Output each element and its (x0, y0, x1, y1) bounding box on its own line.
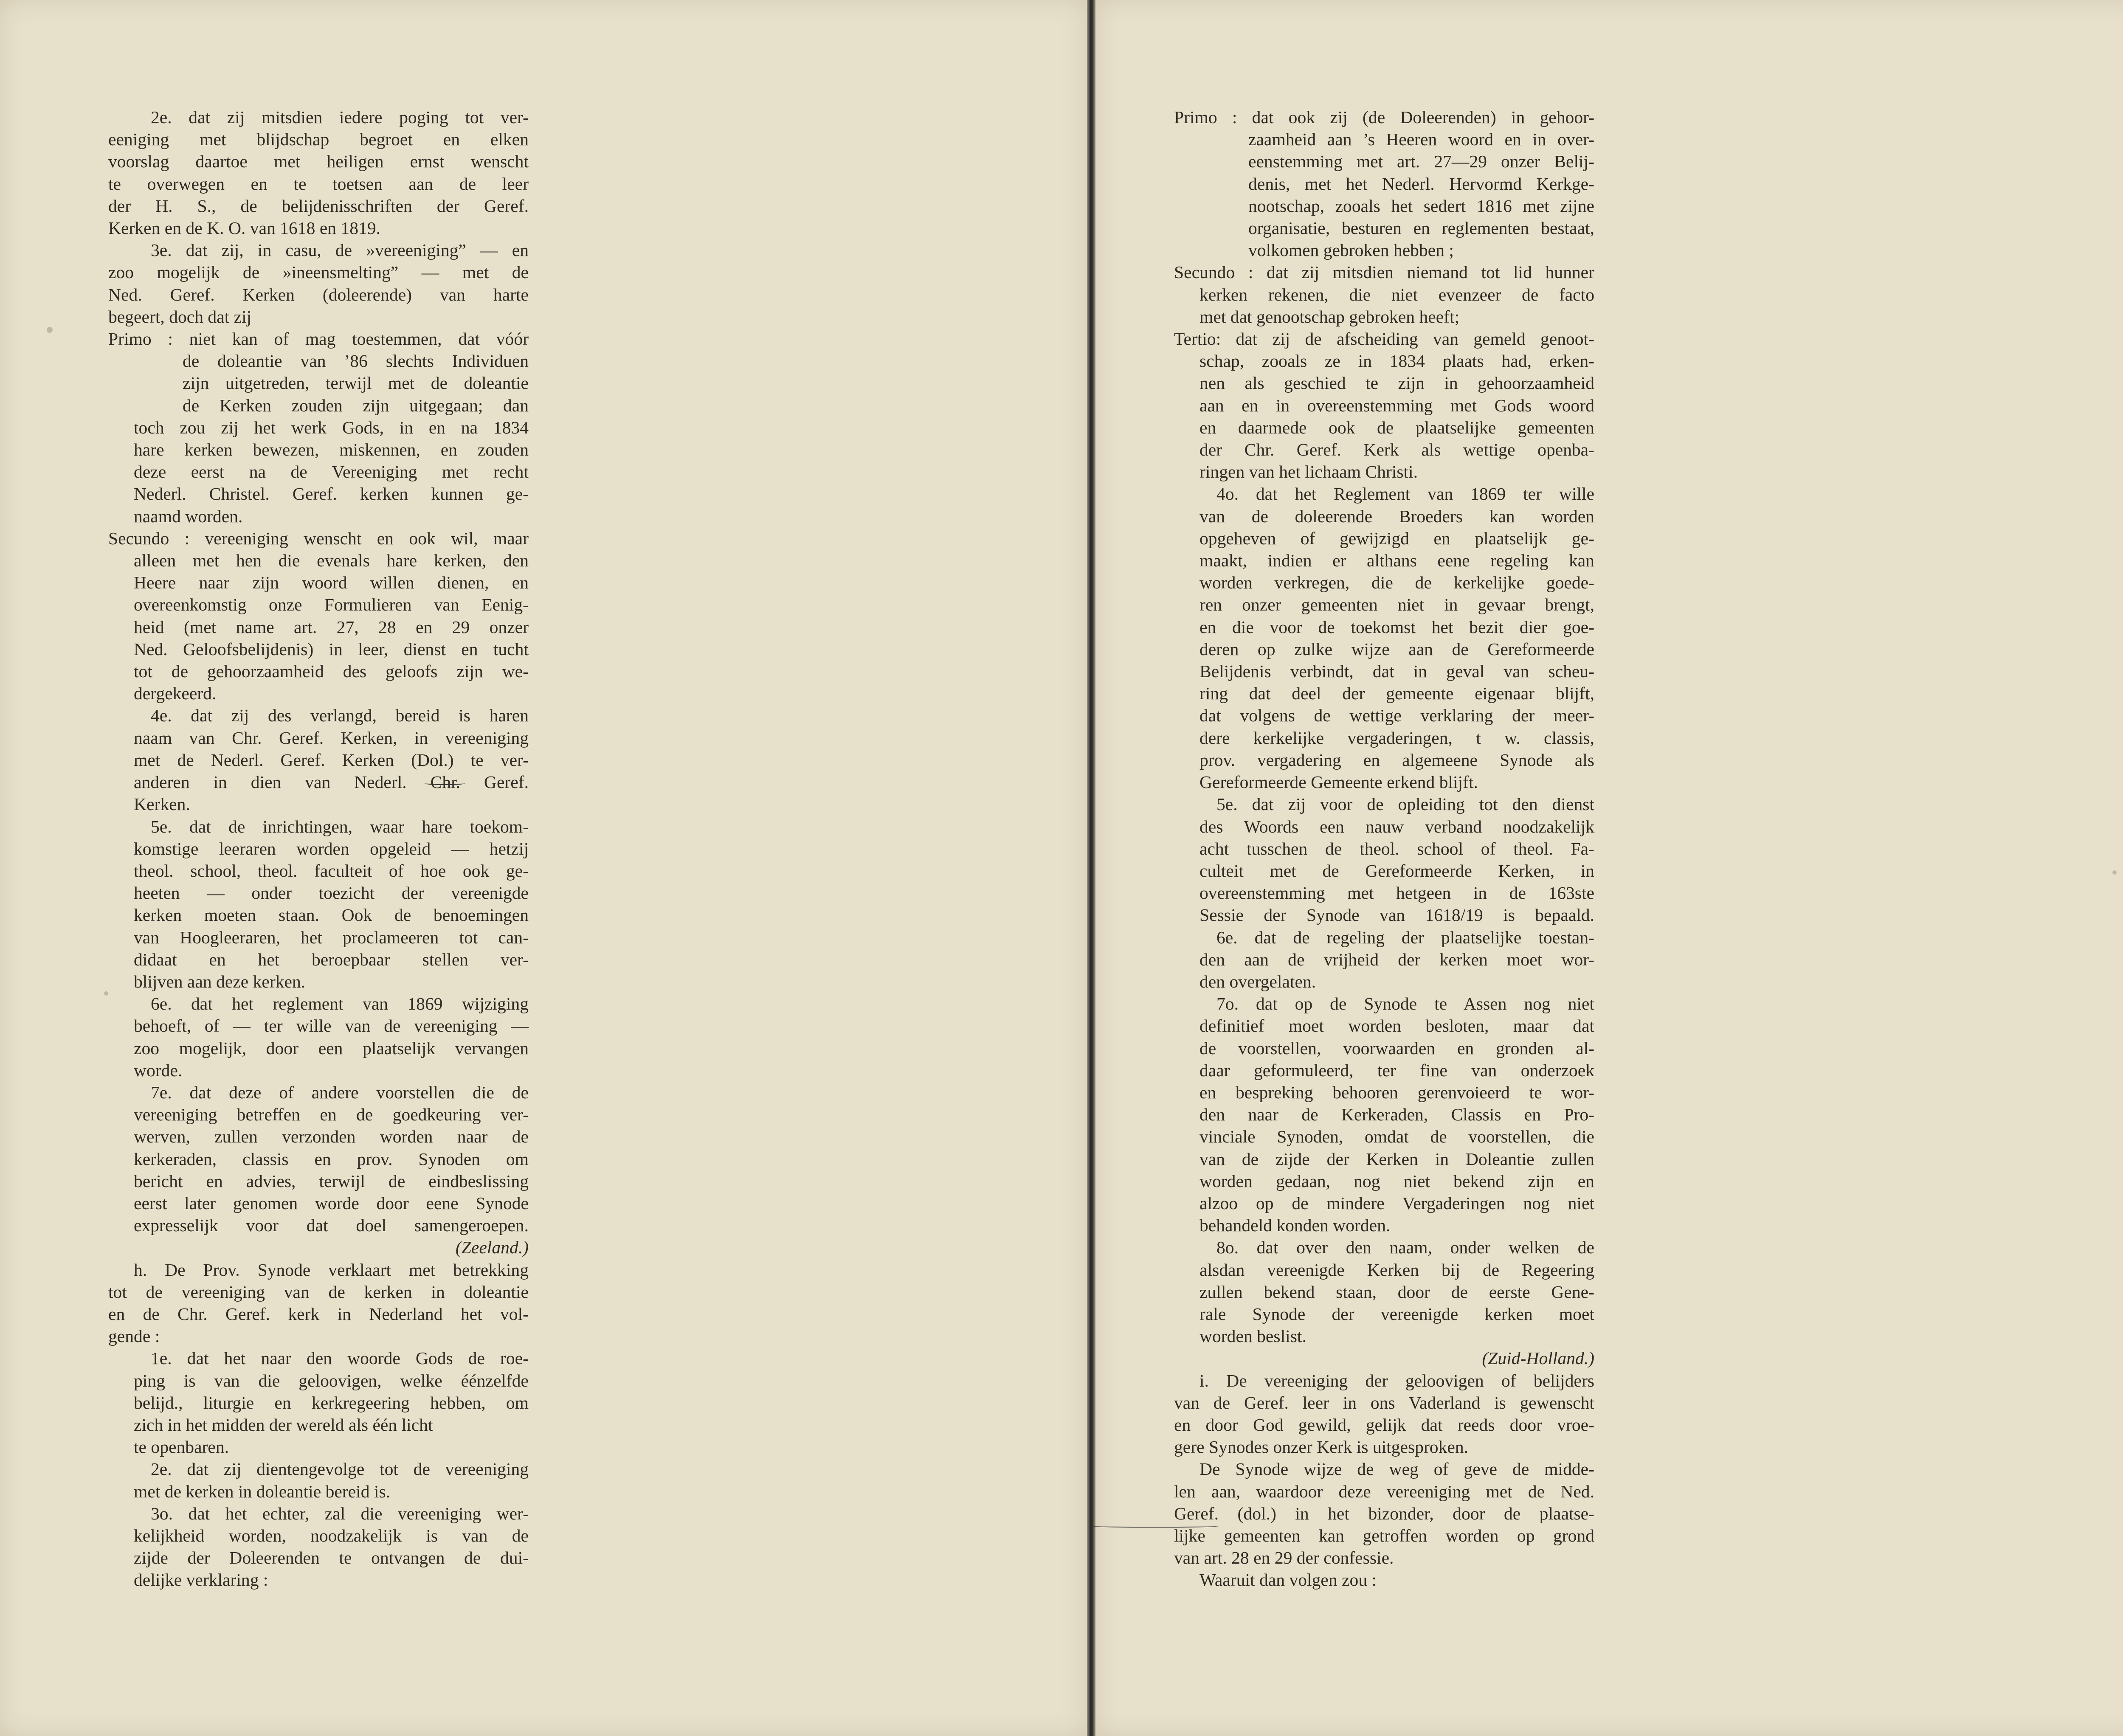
text-line: Heere naar zijn woord willen dienen, en (134, 573, 529, 593)
text-line: aan en in overeenstemming met Gods woord (1199, 395, 1594, 415)
text-line: kerkeraden, classis en prov. Synoden om (134, 1149, 529, 1169)
text-line: Sessie der Synode van 1618/19 is bepaald. (1199, 905, 1594, 925)
text-line: deren op zulke wijze aan de Gereformeerde (1199, 639, 1594, 659)
text-line: vereeniging betreffen en de goedkeuring ver- (134, 1105, 529, 1125)
text-line: worden beslist. (1199, 1326, 1306, 1346)
text-line: kelijkheid worden, noodzakelijk is van de (134, 1526, 529, 1545)
text-line: vinciale Synoden, omdat de voorstellen, die (1199, 1127, 1594, 1147)
text-line: culteit met de Gereformeerde Kerken, in (1199, 861, 1594, 881)
text-line: ren onzer gemeenten niet in gevaar brengt, (1199, 595, 1594, 615)
text-line: alleen met hen die evenals hare kerken, den (134, 551, 529, 571)
text-line: en daarmede ook de plaatselijke gemeenten (1199, 417, 1594, 437)
text-line: 2e. dat zij dientengevolge tot de vereeniging (151, 1459, 529, 1479)
text-line: eerst later genomen worde door eene Synode (134, 1193, 529, 1213)
text-line: Primo : niet kan of mag toestemmen, dat vóór (108, 329, 529, 349)
paper-speck (47, 327, 53, 333)
text-line: overeenstemming met hetgeen in de 163ste (1199, 883, 1594, 903)
text-line: tot de vereeniging van de kerken in doleantie (108, 1282, 529, 1302)
text-line: anderen in dien van Nederl. Chr. Geref. (134, 772, 529, 792)
text-line: heeten — onder toezicht der vereenigde (134, 883, 529, 903)
text-line: 2e. dat zij mitsdien iedere poging tot ver- (151, 107, 529, 127)
text-line: deze eerst na de Vereeniging met recht (134, 462, 529, 482)
text-line: 7e. dat deze of andere voorstellen die de (151, 1082, 529, 1102)
text-line: gende : (108, 1326, 160, 1346)
text-line: alzoo op de mindere Vergaderingen nog niet (1199, 1193, 1594, 1213)
text-line: ping is van die geloovigen, welke éénzelfde (134, 1370, 529, 1390)
text-line: nootschap, zooals het sedert 1816 met zijne (1248, 196, 1594, 216)
text-line: De Synode wijze de weg of geve de midde- (1199, 1459, 1594, 1479)
text-line: rale Synode der vereenigde kerken moet (1199, 1304, 1594, 1324)
text-line: i. De vereeniging der geloovigen of belijders (1199, 1370, 1594, 1390)
text-line: ring dat deel der gemeente eigenaar blijft, (1199, 684, 1594, 703)
text-line: len aan, waardoor deze vereeniging met de Ned. (1174, 1481, 1594, 1501)
text-line: 3e. dat zij, in casu, de »vereeniging” — en (151, 240, 529, 260)
text-line: en de Chr. Geref. kerk in Nederland het vol- (108, 1304, 529, 1324)
text-line: den overgelaten. (1199, 971, 1316, 991)
text-line: dere kerkelijke vergaderingen, t w. classis, (1199, 728, 1594, 748)
text-line: volkomen gebroken hebben ; (1248, 240, 1454, 260)
text-line: worden gedaan, nog niet bekend zijn en (1199, 1171, 1594, 1191)
text-line: Nederl. Christel. Geref. kerken kunnen ge- (134, 484, 529, 504)
text-line: Primo : dat ook zij (de Doleerenden) in gehoor- (1174, 107, 1594, 127)
text-line: 5e. dat de inrichtingen, waar hare toekom- (151, 816, 529, 836)
text-line: worden verkregen, die de kerkelijke goede- (1199, 573, 1594, 593)
text-line: overeenkomstig onze Formulieren van Eenig- (134, 595, 529, 615)
text-line: Kerken. (134, 794, 190, 814)
text-line: en bespreking behooren gerenvoieerd te wor- (1199, 1082, 1594, 1102)
text-line: de doleantie van ’86 slechts Individuen (183, 351, 529, 371)
text-line: daar geformuleerd, ter fine van onderzoek (1199, 1060, 1594, 1080)
text-line: zijde der Doleerenden te ontvangen de dui- (134, 1548, 529, 1568)
text-line: zich in het midden der wereld als één licht (134, 1415, 433, 1435)
text-line: voorslag daartoe met heiligen ernst wenscht (108, 152, 529, 172)
text-line: 8o. dat over den naam, onder welken de (1216, 1238, 1594, 1258)
text-line: met de kerken in doleantie bereid is. (134, 1481, 391, 1501)
text-line: theol. school, theol. faculteit of hoe ook ge- (134, 861, 529, 881)
text-line: 3o. dat het echter, zal die vereeniging wer- (151, 1503, 529, 1523)
text-line: dat volgens de wettige verklaring der meer- (1199, 706, 1594, 726)
paper-speck (104, 991, 108, 996)
text-line: den naar de Kerkeraden, Classis en Pro- (1199, 1105, 1594, 1125)
text-line: te overwegen en te toetsen aan de leer (108, 174, 529, 194)
text-line: kerken moeten staan. Ook de benoemingen (134, 905, 529, 925)
text-line: heid (met name art. 27, 28 en 29 onzer (134, 617, 529, 637)
text-line: 6e. dat het reglement van 1869 wijziging (151, 994, 529, 1014)
text-line: Tertio: dat zij de afscheiding van gemeld genoot- (1174, 329, 1594, 349)
text-line: komstige leeraren worden opgeleid — hetzij (134, 838, 529, 858)
text-line: Waaruit dan volgen zou : (1199, 1570, 1377, 1590)
text-line: lijke gemeenten kan getroffen worden op grond (1174, 1526, 1594, 1545)
text-line: acht tusschen de theol. school of theol. Fa- (1199, 838, 1594, 858)
text-line: tot de gehoorzaamheid des geloofs zijn we- (134, 661, 529, 681)
text-line: zoo mogelijk de »ineensmelting” — met de (108, 262, 529, 282)
text-line: dergekeerd. (134, 684, 217, 703)
text-line: de Kerken zouden zijn uitgegaan; dan (183, 395, 529, 415)
text-line: 4e. dat zij des verlangd, bereid is haren (151, 706, 529, 726)
text-line: 7o. dat op de Synode te Assen nog niet (1216, 994, 1594, 1014)
text-line: van de Geref. leer in ons Vaderland is gewenscht (1174, 1393, 1594, 1412)
text-line: Secundo : dat zij mitsdien niemand tot lid hunner (1174, 262, 1594, 282)
text-line: zoo mogelijk, door een plaatselijk vervangen (134, 1038, 529, 1058)
text-line: delijke verklaring : (134, 1570, 268, 1590)
text-line: alsdan vereenigde Kerken bij de Regeering (1199, 1260, 1594, 1280)
text-line: van de zijde der Kerken in Doleantie zullen (1199, 1149, 1594, 1169)
text-line: Kerken en de K. O. van 1618 en 1819. (108, 218, 381, 238)
text-line: toch zou zij het werk Gods, in en na 1834 (134, 417, 529, 437)
text-line: hare kerken bewezen, miskennen, en zouden (134, 440, 529, 460)
text-line: blijven aan deze kerken. (134, 971, 306, 991)
text-line: Belijdenis verbindt, dat in geval van scheu- (1199, 661, 1594, 681)
text-line: zullen bekend staan, door de eerste Gene- (1199, 1282, 1594, 1302)
text-line: Geref. (dol.) in het bizonder, door de plaatse- (1174, 1503, 1594, 1523)
right-text-column (1174, 106, 1594, 1591)
text-line: prov. vergadering en algemeene Synode als (1199, 750, 1594, 770)
text-line: definitief moet worden besloten, maar dat (1199, 1016, 1594, 1036)
text-line: behoeft, of — ter wille van de vereeniging — (134, 1016, 529, 1036)
text-line: en die voor de toekomst het bezit dier goe- (1199, 617, 1594, 637)
text-line: eeniging met blijdschap begroet en elken (108, 129, 529, 149)
text-line: van Hoogleeraren, het proclameeren tot can- (134, 927, 529, 947)
text-line: en door God gewild, gelijk dat reeds door vroe- (1174, 1415, 1594, 1435)
text-line: ringen van het lichaam Christi. (1199, 462, 1418, 482)
text-line: 6e. dat de regeling der plaatselijke toestan- (1216, 927, 1594, 947)
text-line: worde. (134, 1060, 183, 1080)
text-line: 1e. dat het naar den woorde Gods de roe- (151, 1348, 529, 1368)
pencil-underline (425, 781, 465, 785)
text-line: schap, zooals ze in 1834 plaats had, erken- (1199, 351, 1594, 371)
text-line: organisatie, besturen en reglementen bestaat, (1248, 218, 1594, 238)
text-line: eenstemming met art. 27—29 onzer Belij- (1248, 152, 1594, 172)
text-line: werven, zullen verzonden worden naar de (134, 1127, 529, 1147)
text-line: 4o. dat het Reglement van 1869 ter wille (1216, 484, 1594, 504)
text-line: der H. S., de belijdenisschriften der Geref. (108, 196, 529, 216)
text-line: Gereformeerde Gemeente erkend blijft. (1199, 772, 1478, 792)
text-line: opgeheven of gewijzigd en plaatselijk ge- (1199, 528, 1594, 548)
book-gutter (1087, 0, 1095, 1736)
left-text-column (108, 106, 529, 1591)
text-line: met de Nederl. Geref. Kerken (Dol.) te ver- (134, 750, 529, 770)
text-line: (Zuid-Holland.) (1482, 1348, 1594, 1368)
text-line: naamd worden. (134, 506, 243, 526)
text-line: maakt, indien er althans eene regeling kan (1199, 551, 1594, 571)
text-line: didaat en het beroepbaar stellen ver- (134, 949, 529, 969)
text-line: met dat genootschap gebroken heeft; (1199, 307, 1460, 326)
text-line: van de doleerende Broeders kan worden (1199, 506, 1594, 526)
text-line: bericht en advies, terwijl de eindbeslissing (134, 1171, 529, 1191)
text-line: nen als geschied te zijn in gehoorzaamheid (1199, 373, 1594, 393)
paper-speck (2112, 870, 2117, 875)
pencil-underline (1091, 1524, 1219, 1528)
text-line: h. De Prov. Synode verklaart met betrekking (134, 1260, 529, 1280)
text-line: den aan de vrijheid der kerken moet wor- (1199, 949, 1594, 969)
text-line: zijn uitgetreden, terwijl met de doleantie (183, 373, 529, 393)
text-line: naam van Chr. Geref. Kerken, in vereeniging (134, 728, 529, 748)
text-line: 5e. dat zij voor de opleiding tot den dienst (1216, 794, 1594, 814)
text-line: expresselijk voor dat doel samengeroepen. (134, 1215, 529, 1235)
text-line: zaamheid aan ’s Heeren woord en in over- (1248, 129, 1594, 149)
text-line: denis, met het Nederl. Hervormd Kerkge- (1248, 174, 1594, 194)
text-line: Secundo : vereeniging wenscht en ook wil, maar (108, 528, 529, 548)
text-line: behandeld konden worden. (1199, 1215, 1391, 1235)
text-line: Ned. Geloofsbelijdenis) in leer, dienst en tucht (134, 639, 529, 659)
text-line: de voorstellen, voorwaarden en gronden al- (1199, 1038, 1594, 1058)
text-line: begeert, doch dat zij (108, 307, 252, 326)
text-line: des Woords een nauw verband noodzakelijk (1199, 816, 1594, 836)
text-line: kerken rekenen, die niet evenzeer de facto (1199, 284, 1594, 304)
text-line: gere Synodes onzer Kerk is uitgesproken. (1174, 1437, 1469, 1457)
text-line: belijd., liturgie en kerkregeering hebben, om (134, 1393, 529, 1412)
text-line: te openbaren. (134, 1437, 229, 1457)
text-line: (Zeeland.) (455, 1238, 529, 1258)
text-line: der Chr. Geref. Kerk als wettige openba- (1199, 440, 1594, 460)
text-line: Ned. Geref. Kerken (doleerende) van harte (108, 284, 529, 304)
text-line: van art. 28 en 29 der confessie. (1174, 1548, 1394, 1568)
